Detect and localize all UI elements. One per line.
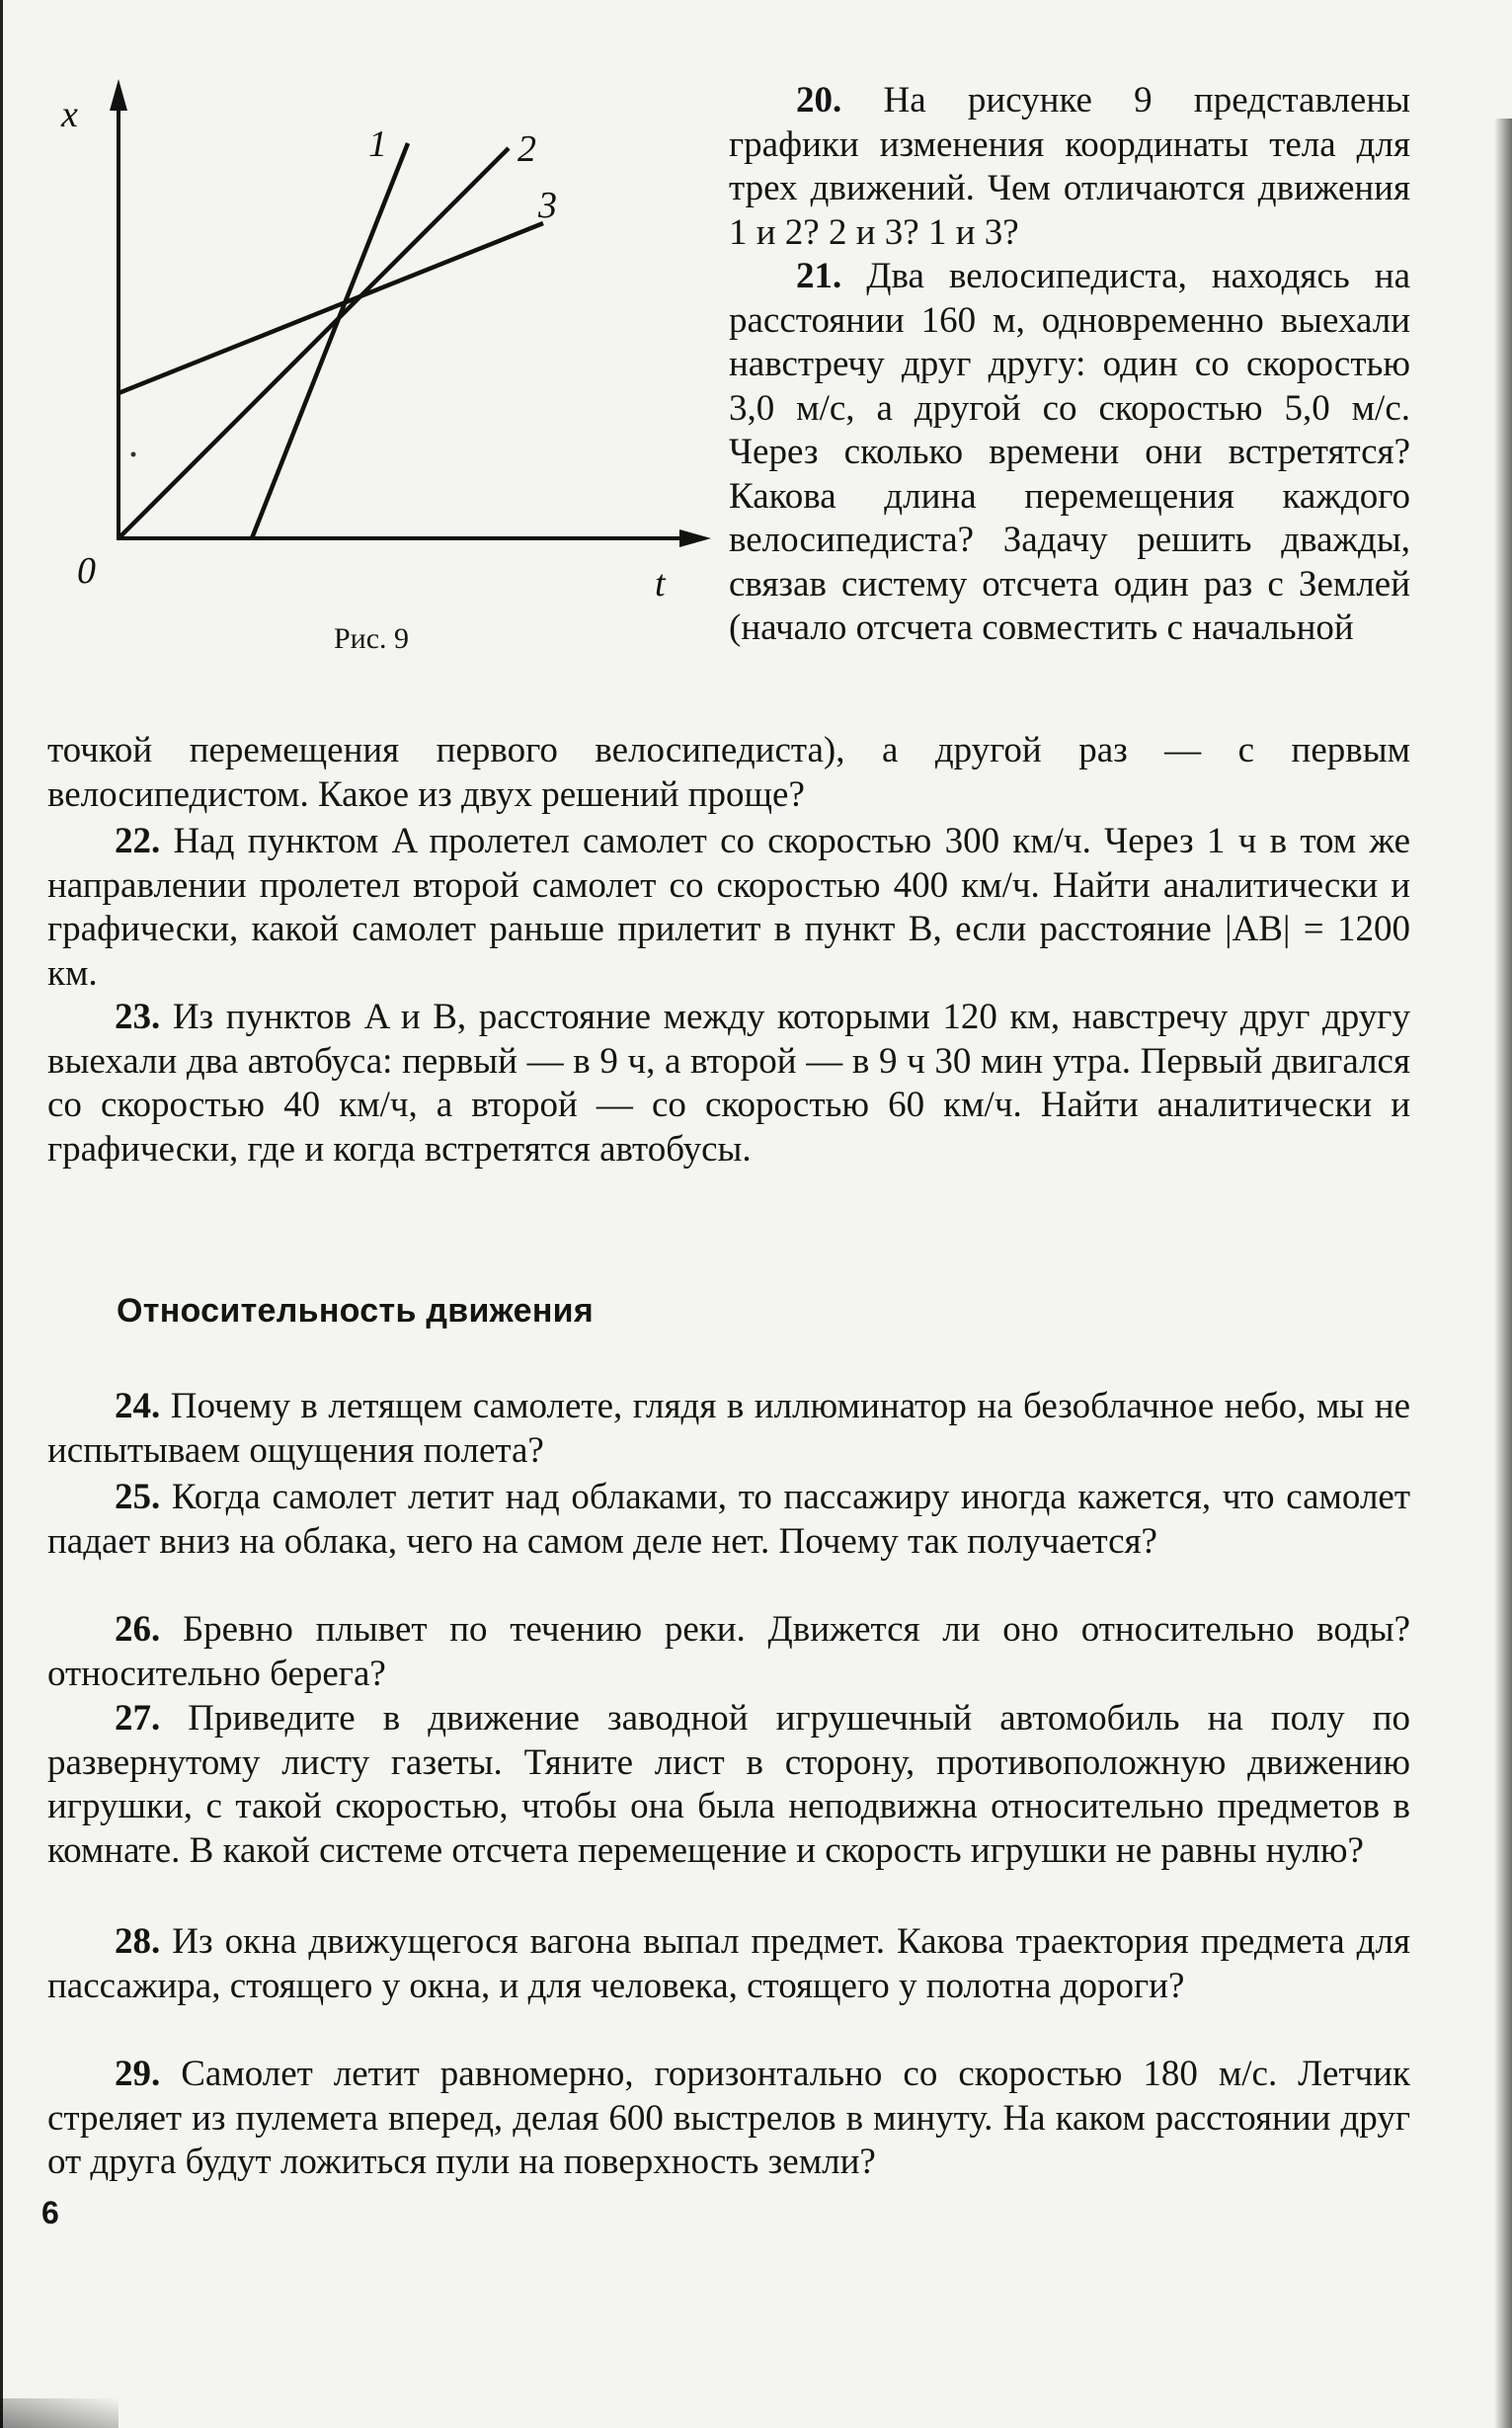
problem-number: 28.	[115, 1921, 161, 1962]
scan-edge-right	[1494, 119, 1512, 2428]
origin-label: 0	[77, 550, 96, 592]
problem-number: 24.	[115, 1386, 161, 1426]
x-axis-label: t	[655, 563, 666, 605]
problem-number: 20.	[796, 80, 842, 121]
problem-21-continued	[47, 729, 1410, 817]
problem-24	[47, 1385, 1410, 1473]
problem-25	[47, 1476, 1410, 1564]
problem-text: Приведите в движение заводной игрушечный автомобиль на полу по развернутому листу газеты. Тяните лист в сторону, противоположную движению игрушки, с такой скоростью, чтобы она была неподвижна относительно предметов в комнате. В какой системе отсчета перемещение и скорость игрушки не равны нулю?	[47, 1698, 1410, 1871]
line-label-1: 1	[368, 123, 387, 165]
scan-corner-shadow	[0, 2398, 119, 2428]
problem-23	[47, 996, 1410, 1172]
line-label-2: 2	[517, 128, 536, 170]
problem-number: 21.	[796, 256, 842, 296]
problem-text: Из окна движущегося вагона выпал предмет. Какова траектория предмета для пассажира, стоящего у окна, и для человека, стоящего у полотна дороги?	[47, 1921, 1410, 2006]
problem-text: Самолет летит равномерно, горизонтально со скоростью 180 м/с. Летчик стреляет из пулемета вперед, делая 600 выстрелов в минуту. На каком расстоянии друг от друга будут ложиться пули на поверхность земли?	[47, 2054, 1410, 2182]
figure-9	[40, 79, 711, 672]
problem-number: 25.	[115, 1477, 161, 1517]
problem-number: 26.	[115, 1609, 161, 1650]
problem-number: 23.	[115, 997, 161, 1037]
problem-text: точкой перемещения первого велосипедиста), а другой раз — с первым велосипедистом. Какое из двух решений проще?	[47, 730, 1410, 815]
graph-line-3	[119, 223, 543, 393]
problem-text: Два велосипедиста, находясь на расстоянии 160 м, одновременно выехали навстречу друг другу: один со скоростью 3,0 м/с, а другой со скоростью 5,0 м/с. Через сколько времени они встретятся? Какова длина перемещения каждого велосипедиста? Задачу решить дважды, связав систему отсчета один раз с Землей (начало отсчета совместить с начальной	[729, 256, 1410, 648]
problem-29	[47, 2053, 1410, 2185]
figure-caption: Рис. 9	[334, 622, 410, 655]
problem-text: Из пунктов A и B, расстояние между которыми 120 км, навстречу друг другу выехали два автобуса: первый — в 9 ч, а второй — в 9 ч 30 мин утра. Первый двигался со скоростью 40 км/ч, а второй — со скоростью 60 км/ч. Найти аналитически и графически, где и когда встретятся автобусы.	[47, 997, 1410, 1170]
problem-text: Почему в летящем самолете, глядя в иллюминатор на безоблачное небо, мы не испытываем ощущения полета?	[47, 1386, 1410, 1471]
problem-text: Бревно плывет по течению реки. Движется ли оно относительно воды? относительно берега?	[47, 1609, 1410, 1694]
page-number: 6	[41, 2195, 59, 2230]
problem-22	[47, 820, 1410, 996]
y-axis-arrow-icon	[110, 79, 127, 111]
problem-number: 22.	[115, 821, 161, 861]
graph-line-2	[119, 148, 509, 538]
problem-text: Когда самолет летит над облаками, то пассажиру иногда кажется, что самолет падает вниз на облака, чего на самом деле нет. Почему так получается?	[47, 1477, 1410, 1562]
problem-26	[47, 1608, 1410, 1696]
figure-9-graph	[40, 79, 711, 672]
scan-speck	[131, 452, 136, 457]
problem-27	[47, 1697, 1410, 1873]
problem-21	[729, 255, 1410, 651]
problem-28	[47, 1920, 1410, 2008]
problem-number: 29.	[115, 2054, 161, 2094]
problem-number: 27.	[115, 1698, 161, 1739]
scan-edge-left	[0, 0, 3, 2428]
x-axis-arrow-icon	[679, 529, 711, 547]
y-axis-label: x	[61, 94, 78, 135]
line-label-3: 3	[538, 185, 557, 226]
section-heading: Относительность движения	[117, 1292, 595, 1330]
problem-text: Над пунктом A пролетел самолет со скоростью 300 км/ч. Через 1 ч в том же направлении пролетел второй самолет со скоростью 400 км/ч. Найти аналитически и графически, какой самолет раньше прилетит в пункт B, если расстояние |AB| = 1200 км.	[47, 821, 1410, 994]
problem-20	[729, 79, 1410, 255]
graph-line-1	[252, 143, 408, 538]
problem-text: На рисунке 9 представлены графики изменения координаты тела для трех движений. Чем отличаются движения 1 и 2? 2 и 3? 1 и 3?	[729, 80, 1410, 253]
